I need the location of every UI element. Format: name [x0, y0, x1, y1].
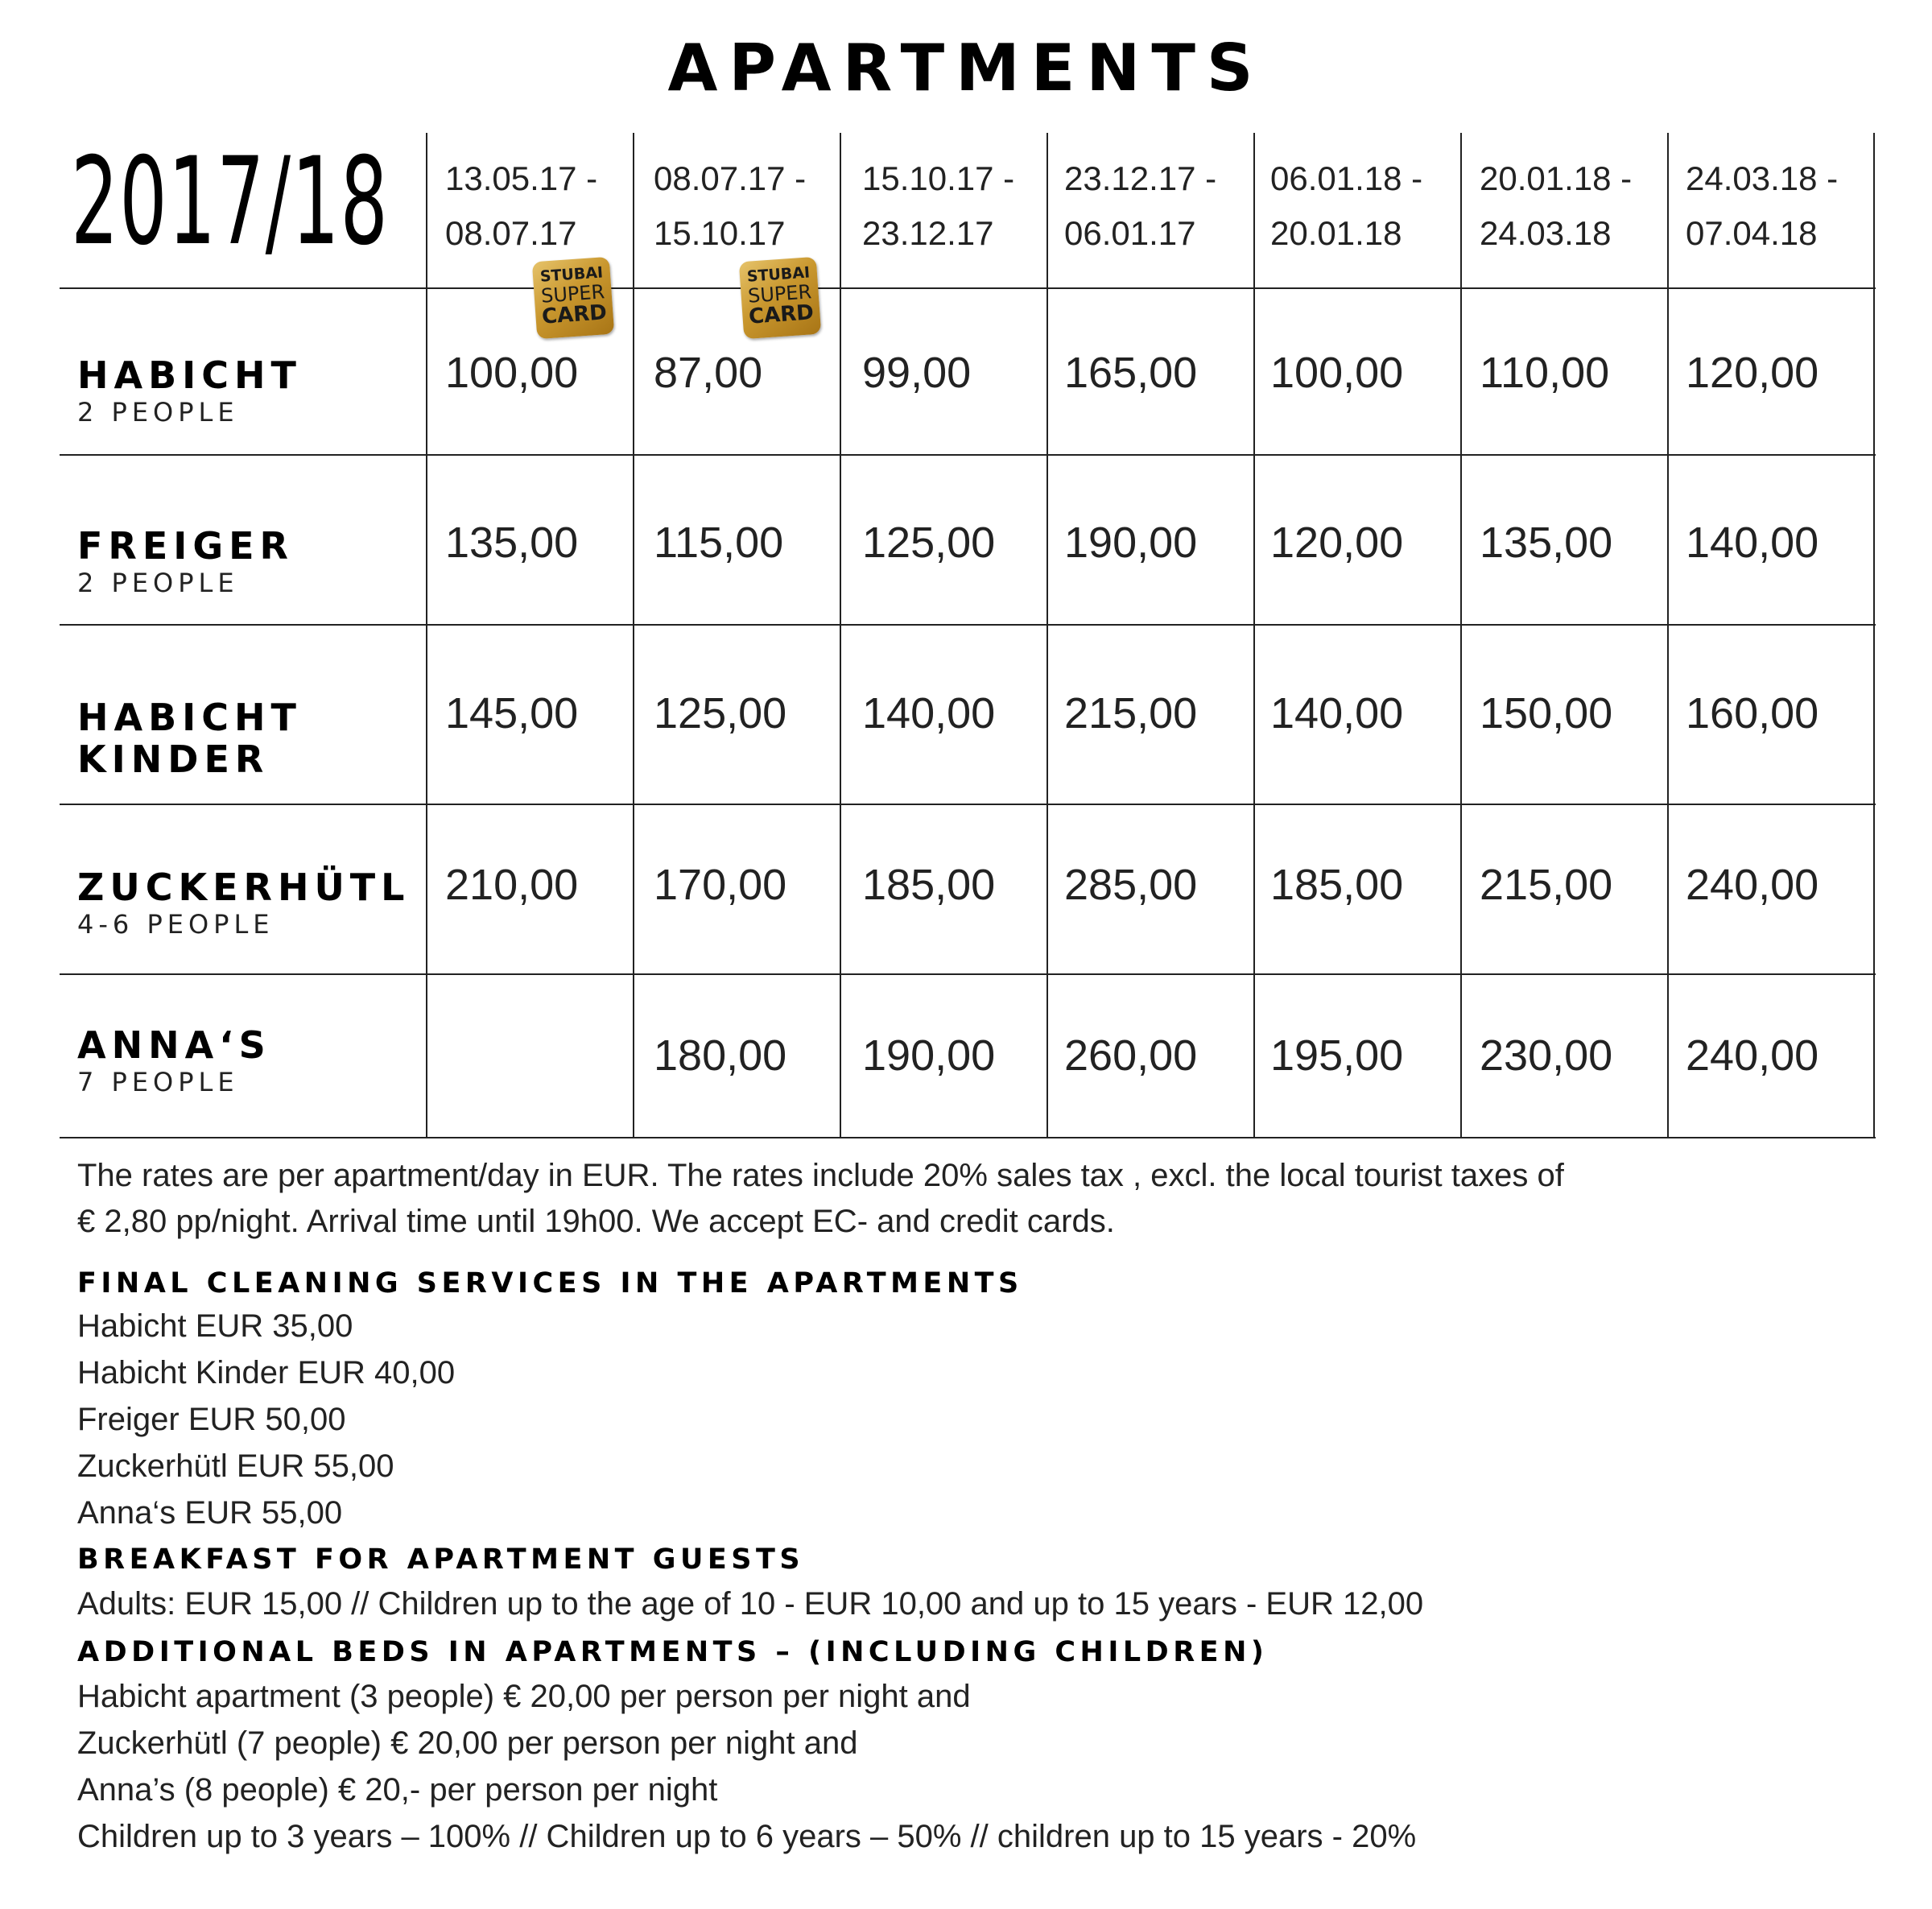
cleaning-item: Zuckerhütl EUR 55,00	[77, 1448, 394, 1484]
period-header	[1270, 151, 1422, 261]
price-cell: 120,00	[1686, 349, 1819, 397]
price-cell: 120,00	[1270, 519, 1404, 567]
cleaning-item: Habicht Kinder EUR 40,00	[77, 1355, 456, 1390]
table-rule	[60, 454, 1876, 456]
price-cell: 240,00	[1686, 861, 1819, 909]
stubai-super-card-badge: STUBAI SUPER CARD	[739, 257, 821, 339]
period-header	[445, 151, 597, 261]
price-cell: 150,00	[1480, 689, 1613, 738]
period-header	[1686, 151, 1838, 261]
breakfast-heading: BREAKFAST FOR APARTMENT GUESTS	[77, 1543, 805, 1576]
apartment-capacity: 7 PEOPLE	[77, 1067, 239, 1097]
period-header	[1480, 151, 1632, 261]
price-cell: 215,00	[1480, 861, 1613, 909]
price-cell: 165,00	[1064, 349, 1198, 397]
price-cell: 140,00	[862, 689, 996, 738]
price-cell: 170,00	[654, 861, 787, 909]
cleaning-item: Anna‘s EUR 55,00	[77, 1495, 343, 1531]
apartment-capacity: 4-6 PEOPLE	[77, 909, 275, 940]
price-cell: 99,00	[862, 349, 972, 397]
apartment-name: ANNA‘S	[77, 1023, 271, 1067]
apartment-capacity: 2 PEOPLE	[77, 397, 239, 428]
beds-item: Habicht apartment (3 people) € 20,00 per person per night and	[77, 1679, 971, 1714]
period-to: 24.03.18	[1480, 214, 1612, 252]
price-cell: 190,00	[862, 1031, 996, 1080]
price-cell: 215,00	[1064, 689, 1198, 738]
price-cell: 180,00	[654, 1031, 787, 1080]
table-rule	[60, 1137, 1876, 1138]
price-cell: 160,00	[1686, 689, 1819, 738]
table-rule	[60, 973, 1876, 975]
period-from: 20.01.18 -	[1480, 159, 1633, 197]
price-cell: 87,00	[654, 349, 763, 397]
price-cell: 195,00	[1270, 1031, 1404, 1080]
apartment-name-second-line: KINDER	[77, 738, 270, 781]
price-cell: 240,00	[1686, 1031, 1819, 1080]
period-to: 06.01.17	[1064, 214, 1196, 252]
price-cell: 210,00	[445, 861, 579, 909]
period-to: 23.12.17	[862, 214, 994, 252]
apartment-name: ZUCKERHÜTL	[77, 866, 411, 909]
table-rule	[426, 133, 427, 1138]
breakfast-text: Adults: EUR 15,00 // Children up to the age of 10 - EUR 10,00 and up to 15 years - EUR 12,00	[77, 1586, 1424, 1622]
price-cell: 285,00	[1064, 861, 1198, 909]
price-cell: 115,00	[654, 519, 784, 567]
price-cell: 100,00	[445, 349, 579, 397]
period-to: 15.10.17	[654, 214, 786, 252]
period-to: 08.07.17	[445, 214, 577, 252]
table-rule	[60, 624, 1876, 626]
price-cell: 140,00	[1686, 519, 1819, 567]
apartment-name: HABICHT	[77, 353, 302, 397]
cleaning-item: Habicht EUR 35,00	[77, 1308, 353, 1344]
page-title: APARTMENTS	[667, 31, 1265, 105]
table-rule	[1046, 133, 1048, 1138]
beds-item: Zuckerhütl (7 people) € 20,00 per person per night and	[77, 1725, 858, 1761]
table-rule	[1667, 133, 1669, 1138]
price-cell: 140,00	[1270, 689, 1404, 738]
period-from: 13.05.17 -	[445, 159, 598, 197]
price-cell: 110,00	[1480, 349, 1610, 397]
period-from: 23.12.17 -	[1064, 159, 1217, 197]
period-from: 06.01.18 -	[1270, 159, 1423, 197]
table-rule	[60, 287, 1876, 289]
period-header	[862, 151, 1014, 261]
season-label: 2017/18	[71, 132, 390, 272]
period-header	[654, 151, 806, 261]
period-from: 15.10.17 -	[862, 159, 1015, 197]
price-cell: 125,00	[862, 519, 996, 567]
cleaning-heading: FINAL CLEANING SERVICES IN THE APARTMENTS	[77, 1267, 1023, 1300]
rates-note-line-2: € 2,80 pp/night. Arrival time until 19h00. We accept EC- and credit cards.	[77, 1204, 1115, 1239]
period-to: 20.01.18	[1270, 214, 1402, 252]
table-rule	[1873, 133, 1875, 1138]
price-cell: 190,00	[1064, 519, 1198, 567]
table-rule	[633, 133, 634, 1138]
period-from: 24.03.18 -	[1686, 159, 1839, 197]
apartment-name: HABICHT	[77, 696, 302, 739]
cleaning-item: Freiger EUR 50,00	[77, 1402, 346, 1437]
beds-heading: ADDITIONAL BEDS IN APARTMENTS – (INCLUDING CHILDREN)	[77, 1636, 1269, 1668]
period-to: 07.04.18	[1686, 214, 1818, 252]
price-cell: 135,00	[1480, 519, 1613, 567]
table-rule	[60, 804, 1876, 805]
table-rule	[1253, 133, 1255, 1138]
stubai-super-card-badge: STUBAI SUPER CARD	[532, 257, 614, 339]
table-rule	[1460, 133, 1462, 1138]
price-cell: 125,00	[654, 689, 787, 738]
price-cell: 145,00	[445, 689, 579, 738]
table-rule	[840, 133, 841, 1138]
rates-note-line-1: The rates are per apartment/day in EUR. The rates include 20% sales tax , excl. the local tourist taxes of	[77, 1158, 1564, 1193]
beds-item: Anna’s (8 people) € 20,- per person per night	[77, 1772, 718, 1808]
apartment-capacity: 2 PEOPLE	[77, 568, 239, 598]
price-cell: 230,00	[1480, 1031, 1613, 1080]
price-cell: 100,00	[1270, 349, 1404, 397]
period-header	[1064, 151, 1216, 261]
price-cell: 185,00	[1270, 861, 1404, 909]
price-cell: 135,00	[445, 519, 579, 567]
price-cell: 185,00	[862, 861, 996, 909]
period-from: 08.07.17 -	[654, 159, 807, 197]
price-cell: 260,00	[1064, 1031, 1198, 1080]
apartment-name: FREIGER	[77, 524, 294, 568]
beds-item: Children up to 3 years – 100% // Children up to 6 years – 50% // children up to 15 years - 20%	[77, 1819, 1417, 1854]
